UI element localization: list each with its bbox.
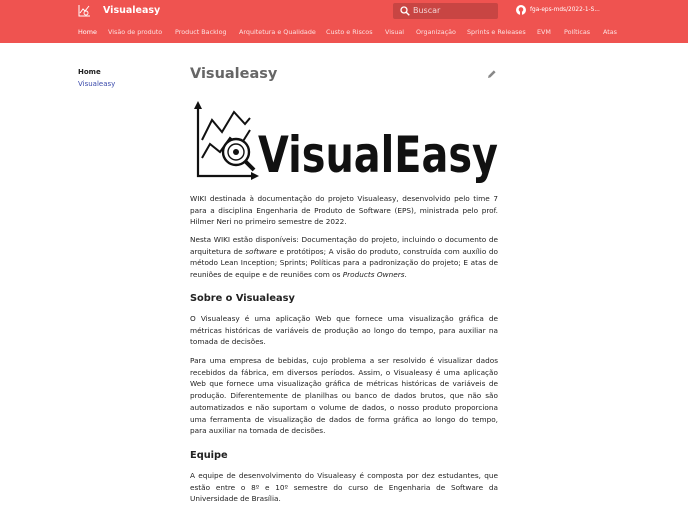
edit-icon[interactable]: [487, 69, 497, 79]
search-icon: [400, 6, 410, 16]
sobre-paragraph-1: O Visualeasy é uma aplicação Web que fornece uma visualização gráfica de métricas históricas de variáveis de produção ao longo do tempo, para auxiliar na tomada de decisões.: [190, 314, 498, 347]
search-input[interactable]: [393, 3, 498, 19]
intro-paragraph: WIKI destinada à documentação do projeto Visualeasy, desenvolvido pelo time 7 para a disciplina Engenharia de Produto de Software (EPS), ministrada pelo prof. Hilmer Neri no primeiro semestre de 2022.: [190, 194, 498, 227]
search-placeholder: Buscar: [413, 6, 441, 15]
tab-politicas[interactable]: Políticas: [564, 28, 591, 36]
sidebar-item-visualeasy[interactable]: Visualeasy: [78, 80, 116, 88]
repo-link[interactable]: [516, 4, 616, 17]
top-header: [0, 0, 688, 43]
repo-label: fga-eps-mds/2022-1-S...: [530, 7, 600, 13]
equipe-paragraph: A equipe de desenvolvimento do Visualeasy é composta por dez estudantes, que estão entre o 8º e 10º semestre do curso de Engenharia de Software da Universidade de Brasília.: [190, 471, 498, 504]
tab-product-backlog[interactable]: Product Backlog: [175, 28, 227, 36]
sobre-paragraph-2: Para uma empresa de bebidas, cujo problema a ser resolvido é visualizar dados recebidos da fábrica, em diversos períodos. Assim, o Visualeasy é uma aplicação Web que fornece uma visualização gráfica de métricas históricas de variáveis de produção. Diferentemente de planilhas ou banco de dados brutos, que não são automatizados e não suportam o volume de dados, o nosso produto proporciona uma ferramenta de visualização de dados de forma gráfica ao longo do tempo, para auxiliar na tomada de decisões.: [190, 356, 498, 436]
sidebar-item-home[interactable]: Home: [78, 68, 101, 76]
logo-icon[interactable]: [78, 4, 91, 17]
tab-visao-de-produto[interactable]: Visão de produto: [108, 28, 163, 36]
visualeasy-banner-logo: [190, 100, 500, 184]
section-heading-sobre: Sobre o Visualeasy: [190, 293, 295, 304]
tab-custo-e-riscos[interactable]: Custo e Riscos: [326, 28, 373, 36]
banner-wordmark: VisualEasy: [258, 126, 498, 184]
tab-sprints-e-releases[interactable]: Sprints e Releases: [467, 28, 526, 36]
contents-paragraph: Nesta WIKI estão disponíveis: Documentação do projeto, incluindo o documento de arquitetura de software e protótipos; A visão do produto, construída com auxílio do método Lean Inception; Sprints; Políticas para a padronização do projeto; E atas de reuniões de equipe e de reuniões com os Products Owners.: [190, 235, 498, 280]
tab-atas[interactable]: Atas: [603, 28, 618, 36]
tab-home[interactable]: Home: [78, 28, 97, 36]
github-icon: [516, 5, 526, 15]
site-title[interactable]: Visualeasy: [103, 5, 161, 16]
tab-arquitetura-e-qualidade[interactable]: Arquitetura e Qualidade: [239, 28, 316, 36]
tab-evm[interactable]: EVM: [537, 28, 551, 36]
nav-tabs: [0, 26, 688, 40]
section-heading-equipe: Equipe: [190, 450, 228, 461]
tab-visual[interactable]: Visual: [385, 28, 405, 36]
tab-organizacao[interactable]: Organização: [416, 28, 456, 36]
page-title: Visualeasy: [190, 66, 278, 82]
